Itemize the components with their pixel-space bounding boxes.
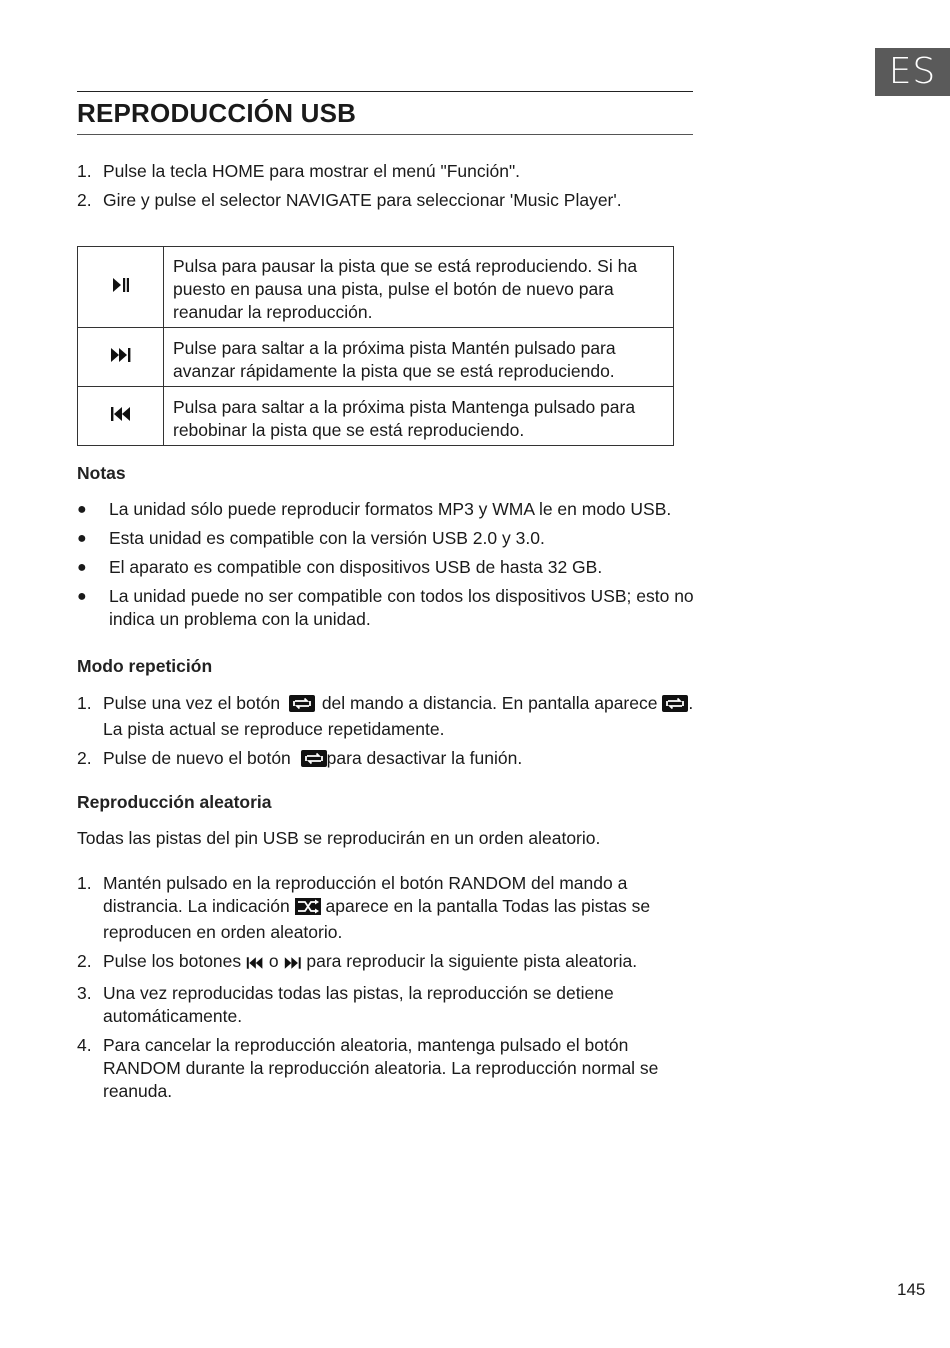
step-text: Para cancelar la reproducción aleatoria, mantenga pulsado el botón RANDOM durante la reproducción aleatoria. La reproducción normal se reanuda. xyxy=(103,1035,659,1101)
step-text: Pulse la tecla HOME para mostrar el menú "Función". xyxy=(103,161,521,181)
notes-heading: Notas xyxy=(77,463,126,483)
page-number: 145 xyxy=(897,1280,926,1299)
step-text: para reproducir la siguiente pista aleatoria. xyxy=(306,951,638,971)
note-text: El aparato es compatible con dispositivos USB de hasta 32 GB. xyxy=(109,557,603,577)
list-item xyxy=(77,692,697,741)
control-description: Pulsa para saltar a la próxima pista Mantenga pulsado para rebobinar la pista que se está reproduciendo. xyxy=(164,387,674,446)
skip-next-icon xyxy=(284,953,302,976)
bullet-icon: ● xyxy=(77,588,87,605)
skip-next-icon xyxy=(78,328,164,387)
step-number: 2. xyxy=(77,951,92,971)
list-item xyxy=(77,982,697,1028)
step-text: Pulse de nuevo el botón xyxy=(103,748,291,768)
step-text: o xyxy=(268,951,279,971)
step-text: Una vez reproducidas todas las pistas, la reproducción se detiene automáticamente. xyxy=(103,983,614,1026)
page-title: REPRODUCCIÓN USB xyxy=(77,98,357,128)
step-number: 3. xyxy=(77,983,92,1003)
controls-table xyxy=(77,246,674,446)
list-item xyxy=(77,872,697,944)
intro-steps xyxy=(77,160,697,218)
step-text: . La pista actual se reproduce repetidamente. xyxy=(103,693,694,739)
bullet-icon: ● xyxy=(77,530,87,547)
skip-previous-icon xyxy=(78,387,164,446)
note-text: La unidad sólo puede reproducir formatos MP3 y WMA le en modo USB. xyxy=(109,499,672,519)
bullet-icon: ● xyxy=(77,559,87,576)
notes-list xyxy=(77,498,697,637)
step-text: Pulse los botones xyxy=(103,951,242,971)
step-number: 2. xyxy=(77,748,92,768)
list-item xyxy=(77,950,697,976)
list-item xyxy=(77,160,697,183)
random-heading: Reproducción aleatoria xyxy=(77,792,272,812)
list-item xyxy=(77,585,697,631)
skip-previous-icon xyxy=(246,953,264,976)
table-row xyxy=(78,328,674,387)
step-text: del mando a distancia. En pantalla aparece xyxy=(321,693,658,713)
shuffle-icon xyxy=(295,898,321,921)
control-description: Pulse para saltar a la próxima pista Mantén pulsado para avanzar rápidamente la pista que se está reproduciendo. xyxy=(164,328,674,387)
list-item xyxy=(77,1034,697,1103)
list-item xyxy=(77,556,697,579)
language-tab: ES xyxy=(875,48,950,96)
step-text: Pulse una vez el botón xyxy=(103,693,281,713)
list-item xyxy=(77,527,697,550)
note-text: La unidad puede no ser compatible con todos los dispositivos USB; esto no indica un problema con la unidad. xyxy=(109,586,694,629)
title-rule-bottom xyxy=(77,134,693,135)
step-number: 4. xyxy=(77,1035,92,1055)
random-intro: Todas las pistas del pin USB se reproducirán en un orden aleatorio. xyxy=(77,828,601,848)
repeat-steps xyxy=(77,692,697,779)
title-rule-top xyxy=(77,91,693,92)
play-pause-icon xyxy=(78,247,164,328)
list-item xyxy=(77,498,697,521)
step-number: 1. xyxy=(77,161,92,181)
repeat-icon xyxy=(662,695,688,718)
table-row xyxy=(78,387,674,446)
list-item xyxy=(77,747,697,773)
repeat-icon xyxy=(301,750,327,773)
repeat-icon xyxy=(289,695,315,718)
step-number: 2. xyxy=(77,190,92,210)
note-text: Esta unidad es compatible con la versión USB 2.0 y 3.0. xyxy=(109,528,545,548)
step-text: Mantén pulsado en la reproducción el botón RANDOM del mando a distrancia. La indicación xyxy=(103,873,628,916)
control-description: Pulsa para pausar la pista que se está reproduciendo. Si ha puesto en pausa una pista, pulse el botón de nuevo para reanudar la reproducción. xyxy=(164,247,674,328)
step-number: 1. xyxy=(77,693,92,713)
table-row xyxy=(78,247,674,328)
step-text: para desactivar la funión. xyxy=(326,748,523,768)
step-number: 1. xyxy=(77,873,92,893)
list-item xyxy=(77,189,697,212)
step-text: aparece en la pantalla Todas las pistas se reproducen en orden aleatorio. xyxy=(103,896,651,942)
bullet-icon: ● xyxy=(77,501,87,518)
step-text: Gire y pulse el selector NAVIGATE para seleccionar 'Music Player'. xyxy=(103,190,622,210)
random-steps xyxy=(77,872,697,1109)
repeat-heading: Modo repetición xyxy=(77,656,213,676)
